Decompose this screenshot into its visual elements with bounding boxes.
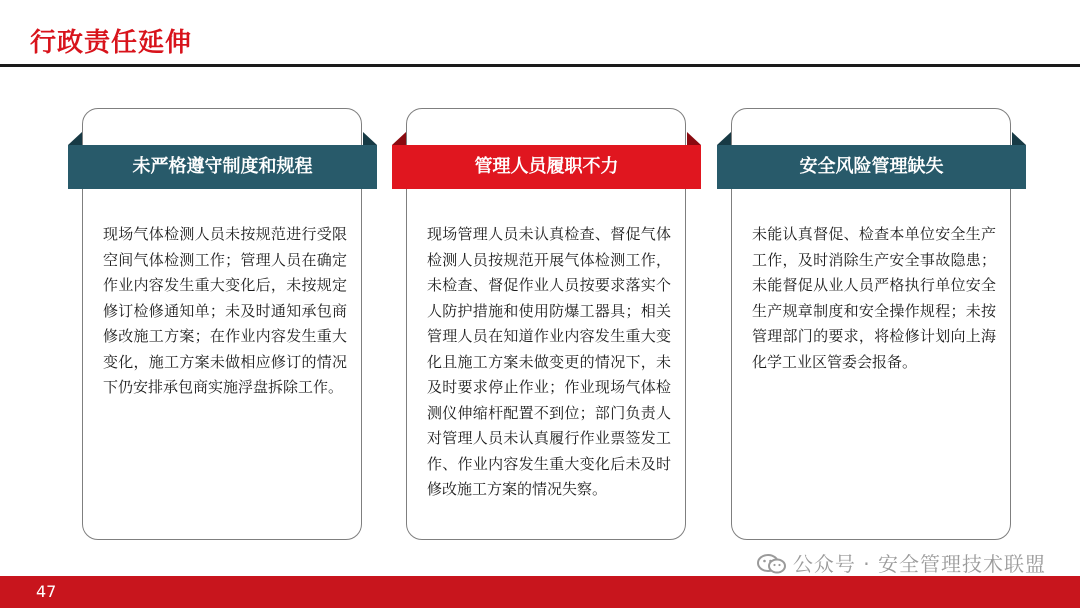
banner-fold-right (687, 132, 701, 145)
banner-fold-left (392, 132, 406, 145)
banner-fold-right (1012, 132, 1026, 145)
card-heading: 未严格遵守制度和规程 (68, 145, 377, 189)
slide-title: 行政责任延伸 (30, 28, 193, 58)
card-body-text: 未能认真督促、检查本单位安全生产工作，及时消除生产安全事故隐患；未能督促从业人员严格执行单位安全生产规章制度和安全操作规程；未按管理部门的要求，将检修计划向上海化学工业区管委会报备。 (752, 225, 996, 371)
card-body-text: 现场管理人员未认真检查、督促气体检测人员按规范开展气体检测工作，未检查、督促作业人员按要求落实个人防护措施和使用防爆工器具；相关管理人员在知道作业内容发生重大变化且施工方案未做变更的情况下，未及时要求停止作业；作业现场气体检测仪伸缩杆配置不到位；部门负责人对管理人员未认真履行作业票签发工作、作业内容发生重大变化后未及时修改施工方案的情况失察。 (427, 225, 671, 498)
banner-fold-left (717, 132, 731, 145)
banner-fold-left (68, 132, 82, 145)
banner-fold-right (363, 132, 377, 145)
watermark (757, 548, 1046, 577)
footer-bar (0, 576, 1080, 608)
watermark-text: 公众号 · 安全管理技术联盟 (792, 552, 1046, 576)
wechat-icon (757, 554, 787, 574)
title-divider (0, 64, 1080, 67)
card-heading: 安全风险管理缺失 (717, 145, 1026, 189)
card-body-text: 现场气体检测人员未按规范进行受限空间气体检测工作；管理人员在确定作业内容发生重大变化后，未按规定修订检修通知单；未及时通知承包商修改施工方案；在作业内容发生重大变化，施工方案未做相应修订的情况下仍安排承包商实施浮盘拆除工作。 (103, 225, 347, 396)
card-heading: 管理人员履职不力 (392, 145, 701, 189)
page-number: 47 (36, 582, 57, 601)
